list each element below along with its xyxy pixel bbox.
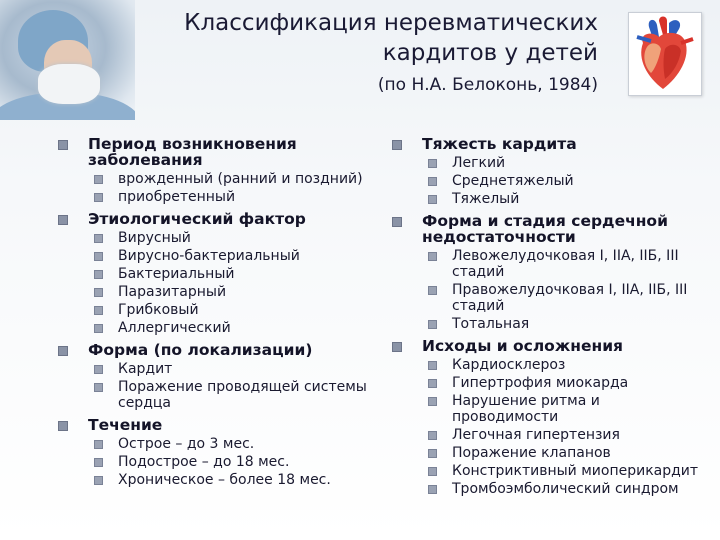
title-subtitle: (по Н.А. Белоконь, 1984)	[377, 75, 598, 95]
list-item: Хроническое – более 18 мес.	[88, 472, 378, 488]
list-item: Левожелудочковая I, IIA, IIБ, III стадий	[422, 248, 708, 280]
square-bullet-icon	[428, 159, 437, 168]
list-item: Кардит	[88, 361, 378, 377]
square-bullet-icon	[428, 467, 437, 476]
square-bullet-icon	[94, 324, 103, 333]
square-bullet-icon	[94, 458, 103, 467]
section-heart-failure	[392, 213, 708, 332]
section-onset-period	[58, 136, 378, 205]
square-bullet-icon	[392, 342, 402, 352]
square-bullet-icon	[428, 379, 437, 388]
list-item: Правожелудочковая I, IIA, IIБ, III стадий	[422, 282, 708, 314]
square-bullet-icon	[94, 383, 103, 392]
list-item: Поражение проводящей системы сердца	[88, 379, 378, 411]
square-bullet-icon	[428, 320, 437, 329]
square-bullet-icon	[428, 177, 437, 186]
list-item: Легочная гипертензия	[422, 427, 708, 443]
list-item: приобретенный	[88, 189, 378, 205]
square-bullet-icon	[58, 140, 68, 150]
title-line-2: кардитов у детей	[382, 40, 598, 66]
section-heading: Тяжесть кардита	[422, 135, 577, 153]
left-column	[58, 136, 378, 494]
square-bullet-icon	[94, 288, 103, 297]
square-bullet-icon	[58, 346, 68, 356]
square-bullet-icon	[94, 270, 103, 279]
square-bullet-icon	[428, 449, 437, 458]
section-etiology	[58, 211, 378, 336]
list-item: Тяжелый	[422, 191, 708, 207]
section-form-localization	[58, 342, 378, 411]
section-outcomes	[392, 338, 708, 497]
list-item: Тромбоэмболический синдром	[422, 481, 708, 497]
square-bullet-icon	[428, 431, 437, 440]
square-bullet-icon	[94, 193, 103, 202]
square-bullet-icon	[392, 140, 402, 150]
slide-title	[158, 8, 598, 98]
square-bullet-icon	[94, 476, 103, 485]
list-item: Констриктивный миоперикардит	[422, 463, 708, 479]
section-heading: Исходы и осложнения	[422, 337, 624, 355]
list-item: Кардиосклероз	[422, 357, 708, 373]
square-bullet-icon	[428, 195, 437, 204]
list-item: Нарушение ритма и проводимости	[422, 393, 708, 425]
square-bullet-icon	[94, 306, 103, 315]
list-item: Острое – до 3 мес.	[88, 436, 378, 452]
square-bullet-icon	[428, 286, 437, 295]
list-item: Вирусный	[88, 230, 378, 246]
square-bullet-icon	[94, 440, 103, 449]
square-bullet-icon	[392, 217, 402, 227]
square-bullet-icon	[428, 252, 437, 261]
square-bullet-icon	[58, 215, 68, 225]
square-bullet-icon	[428, 361, 437, 370]
section-course	[58, 417, 378, 488]
list-item: Подострое – до 18 мес.	[88, 454, 378, 470]
list-item: Гипертрофия миокарда	[422, 375, 708, 391]
right-column	[392, 136, 708, 503]
section-heading: Течение	[88, 416, 163, 434]
list-item: Легкий	[422, 155, 708, 171]
title-line-1: Классификация неревматических	[184, 10, 598, 36]
list-item: Поражение клапанов	[422, 445, 708, 461]
list-item: врожденный (ранний и поздний)	[88, 171, 378, 187]
square-bullet-icon	[428, 485, 437, 494]
section-heading: Форма (по локализации)	[88, 341, 313, 359]
heart-anatomy-icon	[628, 12, 702, 96]
square-bullet-icon	[94, 252, 103, 261]
list-item: Аллергический	[88, 320, 378, 336]
section-heading: Этиологический фактор	[88, 210, 306, 228]
list-item: Вирусно-бактериальный	[88, 248, 378, 264]
list-item: Тотальная	[422, 316, 708, 332]
list-item: Среднетяжелый	[422, 173, 708, 189]
list-item: Бактериальный	[88, 266, 378, 282]
section-heading: Период возникновения заболевания	[88, 135, 297, 169]
square-bullet-icon	[94, 365, 103, 374]
list-item: Грибковый	[88, 302, 378, 318]
surgeon-photo	[0, 0, 135, 120]
square-bullet-icon	[428, 397, 437, 406]
square-bullet-icon	[94, 175, 103, 184]
square-bullet-icon	[58, 421, 68, 431]
section-heading: Форма и стадия сердечной недостаточности	[422, 212, 668, 246]
section-severity	[392, 136, 708, 207]
list-item: Паразитарный	[88, 284, 378, 300]
square-bullet-icon	[94, 234, 103, 243]
